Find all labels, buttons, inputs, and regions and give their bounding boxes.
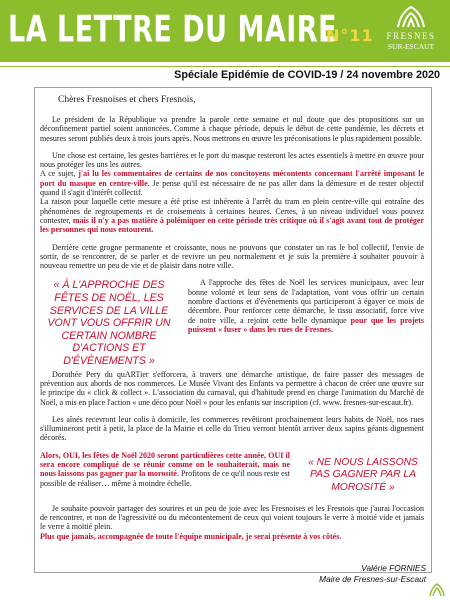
signature-name: Valérie FORNIES <box>361 563 426 573</box>
header-banner <box>0 0 450 62</box>
highlight-text: pour que les projets puissent « fuser » dans les rues de Fresnes. <box>188 315 424 334</box>
letter-body <box>40 94 424 549</box>
christmas-section <box>40 278 424 369</box>
logo-subtitle: SUR-ESCAUT <box>387 42 435 51</box>
city-emblem-icon <box>428 582 446 598</box>
pull-quote: « À L'APPROCHE DES FÊTES DE NOËL, LES SERVICES DE LA VILLE VONT VOUS OFFRIR UN CERTAIN NOMBRE D'ACTIONS ET D'ÉVÈNEMENTS » <box>47 279 171 368</box>
text-span: A l'approche des fêtes de Noël les services municipaux, avec leur bonne volonté et leur sens de l'adaptation, vont vous offrir un certain nombre d'actions et d'évènements qui participeront à égayer ce mois de décembre. Pour renforcer cette démarche, le tissu associatif, force vive de notre ville, a rejoint cette belle dynamique <box>188 278 424 325</box>
pull-quote: « NE NOUS LAISSONS PAS GAGNER PAR LA MOROSITÉ » <box>308 456 418 493</box>
paragraph-wishes <box>40 504 424 541</box>
city-emblem-icon <box>394 3 428 31</box>
subtitle-divider <box>0 66 450 67</box>
paragraph-announcement: Le président de la République va prendre la parole cette semaine et nul doute que des propositions sur un déconfinement partiel soient annoncées. Comme à chaque période, depuis le début de cette pandémie, les décrets et mesures seront publiés deux à trois jours après. Nous mettrons en œuvre les préconisations le plus rapidement possible. <box>40 115 424 143</box>
highlight-text: mais il n'y a pas matière à polémiquer en cette période très critique où il s'agit avant tout de protéger les personnes qui nous entourent. <box>40 215 424 235</box>
paragraph-fatigue: Derrière cette grogne permanente et croissante, nous ne pouvons que constater un ras le bol collectif, l'envie de sortir, de se rencontrer, de se parler et de revivre un peu normalement et je suis la première à souhaiter pouvoir à nouveau remettre un peu de vie et de plaisir dans notre ville. <box>40 242 424 271</box>
holiday-section <box>40 451 424 496</box>
highlight-text: Plus que jamais, accompagnée de toute l'équipe municipale, je serai présente à vos côtés. <box>40 531 342 541</box>
signature-title: Maire de Fresnes-sur-Escaut <box>319 574 426 584</box>
highlight-text: j'ai lu les commentaires de certains de nos concitoyens mécontents concernant l'arrêté imposant le port du masque en centre-ville <box>40 169 424 188</box>
edition-subtitle: Spéciale Epidémie de COVID-19 / 24 novembre 2020 <box>174 69 440 81</box>
city-logo <box>376 3 446 60</box>
logo-name: FRESNES <box>386 31 436 41</box>
text-span: La raison pour laquelle cette mesure a été prise est inhérente à l'arrêt du tram en plein centre-ville qui entraîne des phénomènes de regroupements et de croisements à certaines heures. Certes, à un niveau individuel vous pouvez contester, <box>40 197 424 225</box>
issue-number: N°11 <box>326 26 374 45</box>
greeting: Chères Fresnoises et chers Fresnois, <box>58 95 196 105</box>
paragraph-decorations: Les aînés recevront leur colis à domicile, les commerces revêtiront prochainement leurs habits de Noël, nos rues s'illumineront petit à petit, la place de la Mairie et celle du Trieu verront bientôt arriver deux sapins géants dignement décorés. <box>40 414 424 443</box>
paragraph-holidays <box>40 451 290 488</box>
text-span: Une chose est certaine, les gestes barrières et le port du masque resteront les actes essentiels à mettre en œuvre pour nous protéger les uns les autres. <box>40 150 424 170</box>
text-span: Profitons de ce qu'il nous reste est possible de réaliser… même à moindre échelle. <box>40 469 290 488</box>
highlight-text: Alors, OUI, les fêtes de Noël 2020 seront particulières cette année, OUI il sera encore compliqué de se réunir comme on le souhaiterait, mais ne nous laissons pas gagner par la morosité. <box>40 450 290 479</box>
paragraph-masks <box>40 151 424 235</box>
text-span: . Je pense qu'il est nécessaire de ne pas aller dans la démesure et de rester objectif quand il s'agit d'intérêt collectif. <box>40 178 425 198</box>
text-span: Je souhaite pouvoir partager des sourires et un peu de joie avec les Fresnoises et les Fresnois que j'aurai l'occasion de rencontrer, et non de l'agressivité ou du mécontentement de ceux qui voient toujours le verre à moitié vide et jamais le verre à moitié plein. <box>40 503 424 532</box>
text-span: A ce sujet, <box>40 169 79 179</box>
paragraph-initiatives: Dorothée Pery du quARTier s'efforcera, à travers une démarche artistique, de faire passer des messages de prévention aux abords de nos commerces. Le Musée Vivant des Enfants va permettre à chacun de créer une œuvre sur le principe du « click & collect ». L'association du carnaval, qui d'habitude prend en charge l'animation du Marché de Noël, a mis en place l'action « une déco pour Noël » pour les enfants sur inscription (cf. www. fresnes-sur-escaut.fr). <box>40 369 424 407</box>
signature-block <box>319 563 426 585</box>
newsletter-title: LA LETTRE DU MAIRE <box>8 9 338 51</box>
